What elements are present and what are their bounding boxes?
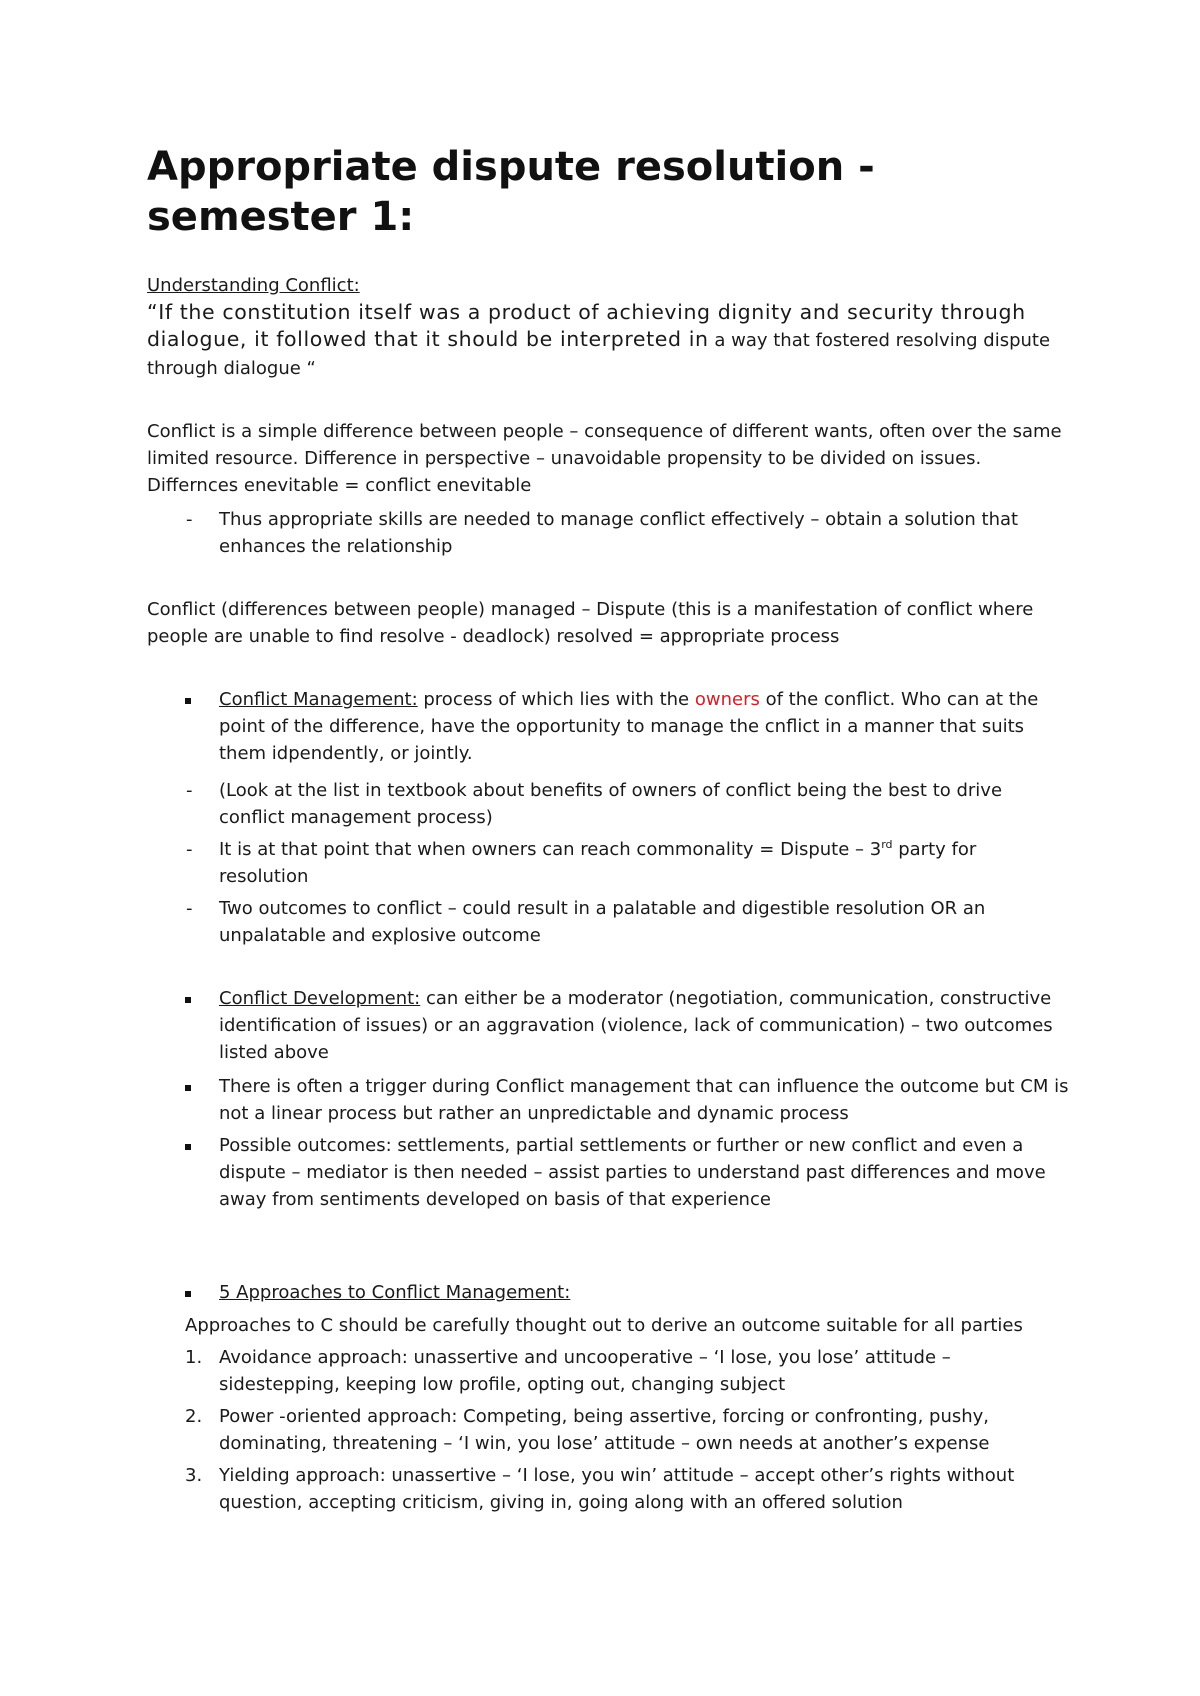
page-title: Appropriate dispute resolution - semester 1: — [147, 144, 875, 240]
list-item-commonality — [219, 836, 1069, 890]
list-item-skills: Thus appropriate skills are needed to manage conflict effectively – obtain a solution that enhances the relationship — [219, 509, 1019, 557]
cd-text: can either be a moderator (negotiation, communication, constructive identification of issues) or an aggravation (violence, lack of communication) – two outcomes listed above — [219, 988, 1053, 1063]
bullet-square-icon — [185, 997, 191, 1003]
bullet-square-icon — [185, 1144, 191, 1150]
list-item-two-outcomes: Two outcomes to conflict – could result in a palatable and digestible resolution OR an unpalatable and explosive outcome — [219, 898, 986, 946]
approaches-intro: Approaches to C should be carefully thought out to derive an outcome suitable for all parties — [185, 1315, 1023, 1336]
quote-part-2: a way that fostered resolving dispute through dialogue “ — [147, 330, 1051, 379]
dash-marker: - — [186, 780, 193, 801]
list-number: 2. — [185, 1406, 203, 1427]
list-number: 3. — [185, 1465, 203, 1486]
cd-label: Conflict Development: — [219, 988, 421, 1009]
section-heading-text: Understanding Conflict: — [147, 275, 360, 296]
cm-text-a: process of which lies with the — [417, 689, 695, 710]
list-item-possible-outcomes: Possible outcomes: settlements, partial settlements or further or new conflict and even a dispute – mediator is then needed – assist parties to understand past differences and move away from sentiments developed on basis of that experience — [219, 1135, 1046, 1210]
bullet-square-icon — [185, 698, 191, 704]
list-number: 1. — [185, 1347, 203, 1368]
cm-text-b: of the conflict. Who can at the point of the difference, have the opportunity to manage the cnflict in a manner that suits them idpendently, or jointly. — [219, 689, 1039, 764]
paragraph-conflict-definition: Conflict is a simple difference between people – consequence of different wants, often over the same limited resource. Difference in perspective – unavoidable propensity to be divided on issues. Differnces enevitable = conflict enevitable — [147, 421, 1062, 496]
approach-item-power: Power -oriented approach: Competing, being assertive, forcing or confronting, pushy, dominating, threatening – ‘I win, you lose’ attitude – own needs at another’s expense — [219, 1406, 990, 1454]
dash-marker: - — [186, 839, 193, 860]
section-heading — [147, 272, 360, 299]
dash-marker: - — [186, 509, 193, 530]
list-item-five-approaches — [219, 1279, 1069, 1306]
cm-label: Conflict Management: — [219, 689, 418, 710]
commonality-text-b: party for resolution — [219, 839, 977, 887]
list-item-conflict-development — [219, 985, 1069, 1066]
list-item-textbook: (Look at the list in textbook about benefits of owners of conflict being the best to drive conflict management process) — [219, 780, 1003, 828]
constitution-quote — [147, 299, 1077, 382]
dash-marker: - — [186, 898, 193, 919]
commonality-superscript: rd — [881, 838, 893, 851]
bullet-square-icon — [185, 1085, 191, 1091]
commonality-text-a: It is at that point that when owners can reach commonality = Dispute – 3 — [219, 839, 882, 860]
list-item-trigger: There is often a trigger during Conflict management that can influence the outcome but CM is not a linear process but rather an unpredictable and dynamic process — [219, 1076, 1069, 1124]
list-item-conflict-management — [219, 686, 1069, 767]
bullet-square-icon — [185, 1291, 191, 1297]
approaches-label: 5 Approaches to Conflict Management: — [219, 1282, 571, 1303]
cm-highlight-owners: owners — [694, 689, 760, 710]
quote-part-1: “If the constitution itself was a product of achieving dignity and security through dialogue, it followed that it should be interpreted in — [147, 300, 1026, 351]
approach-item-yielding: Yielding approach: unassertive – ‘I lose, you win’ attitude – accept other’s rights without question, accepting criticism, giving in, going along with an offered solution — [219, 1465, 1015, 1513]
paragraph-conflict-dispute: Conflict (differences between people) managed – Dispute (this is a manifestation of conflict where people are unable to find resolve - deadlock) resolved = appropriate process — [147, 599, 1034, 647]
approach-item-avoidance: Avoidance approach: unassertive and uncooperative – ‘I lose, you lose’ attitude – sidestepping, keeping low profile, opting out, changing subject — [219, 1347, 951, 1395]
